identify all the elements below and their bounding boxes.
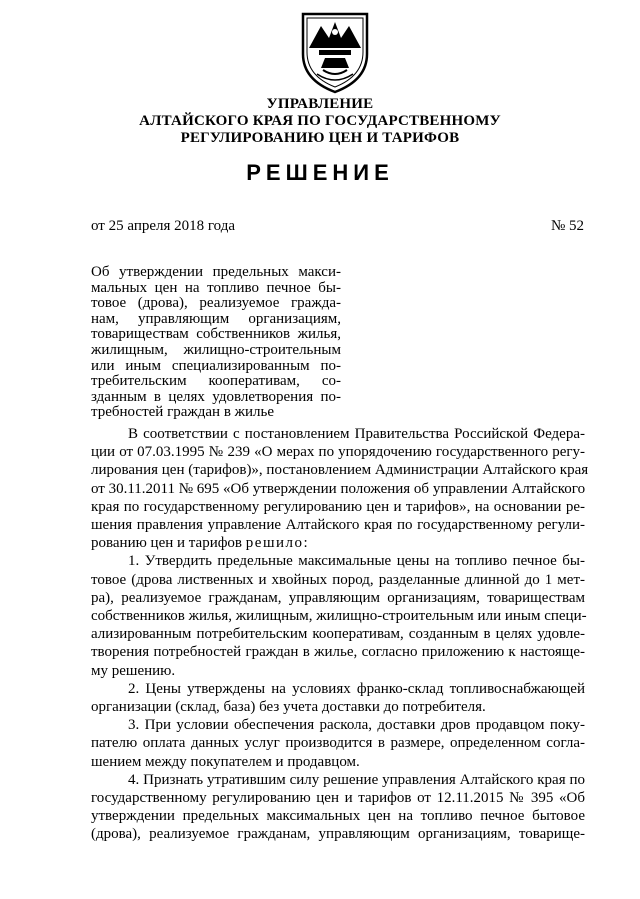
org-name-line-1: УПРАВЛЕНИЕ [266, 96, 374, 112]
coat-of-arms-emblem [295, 8, 375, 94]
body-line: государственному регулированию цен и тарифов от 12.11.2015 № 395 «Об [91, 790, 585, 807]
subject-line: зданным в целях удовлетворения по- [91, 388, 341, 405]
body-line: ра), реализуемое гражданам, управляющим организациям, товариществам [91, 589, 585, 606]
document-body [91, 425, 589, 844]
body-line: ализированным потребительским кооперативам, созданным в целях удовле- [91, 626, 585, 643]
body-line: шения правления управление Алтайского края по государственному регули- [91, 517, 585, 534]
body-line: (дрова), реализуемое гражданам, управляющим организациям, товарище- [91, 826, 585, 843]
body-line: 4. Признать утратившим силу решение управления Алтайского края по [128, 771, 585, 788]
body-line: от 30.11.2011 № 695 «Об утверждении положения об управлении Алтайского [91, 480, 586, 497]
subject-line: жилищным, жилищно-строительным [91, 341, 341, 358]
body-line: му решению. [91, 662, 176, 679]
subject-line: требительским кооперативам, со- [91, 373, 341, 390]
subject-line: нам, управляющим организациям, [91, 310, 341, 327]
subject-line: товариществам собственников жилья, [91, 326, 341, 343]
resolution-word: решило: [245, 535, 310, 552]
body-line [91, 534, 585, 552]
body-line: 3. При условии обеспечения раскола, доставки дров продавцом поку- [128, 717, 585, 734]
body-line: пателю оплата данных услуг производится в размере, определенном согла- [91, 735, 585, 752]
body-line: лирования цен (тарифов)», постановлением Администрации Алтайского края [91, 462, 589, 479]
document-subject [91, 265, 341, 421]
issuing-authority [0, 96, 640, 147]
body-line: шением между покупателем и продавцом. [91, 753, 360, 770]
subject-line: мальных цен на топливо печное бы- [91, 279, 341, 296]
document-date: от 25 апреля 2018 года [91, 218, 236, 234]
body-line: товое (дрова лиственных и хвойных пород, разделанные длинной до 1 мет- [91, 571, 585, 588]
org-name-line-3: РЕГУЛИРОВАНИЮ ЦЕН И ТАРИФОВ [180, 130, 460, 146]
body-line: В соответствии с постановлением Правительства Российской Федера- [128, 426, 585, 442]
body-line-text: рованию цен и тарифов [91, 535, 243, 552]
body-line: собственников жилья, жилищным, жилищно-строительным или иным специ- [91, 608, 587, 625]
document-number: № 52 [550, 218, 584, 234]
org-name-line-2: АЛТАЙСКОГО КРАЯ ПО ГОСУДАРСТВЕННОМУ [139, 113, 501, 129]
subject-line: или иным специализированным по- [91, 357, 341, 374]
body-line: края по государственному регулированию цен и тарифов», на основании ре- [91, 498, 585, 515]
body-line: 2. Цены утверждены на условиях франко-склад топливоснабжающей [128, 680, 585, 697]
subject-line: требностей граждан в жилье [91, 404, 275, 421]
subject-line: товое (дрова), реализуемое гражда- [91, 295, 341, 312]
document-title: РЕШЕНИЕ [246, 160, 394, 185]
body-line: 1. Утвердить предельные максимальные цены на топливо печное бы- [128, 553, 585, 570]
body-line: организации (склад, база) без учета доставки до потребителя. [91, 699, 486, 716]
subject-line: Об утверждении предельных макси- [91, 264, 341, 280]
body-line: ции от 07.03.1995 № 239 «О мерах по упорядочению государственного регу- [91, 444, 585, 461]
body-line: творения потребностей граждан в жилье, согласно приложению к настояще- [91, 644, 585, 661]
body-line: утверждении предельных максимальных цен на топливо печное бытовое [91, 808, 585, 825]
